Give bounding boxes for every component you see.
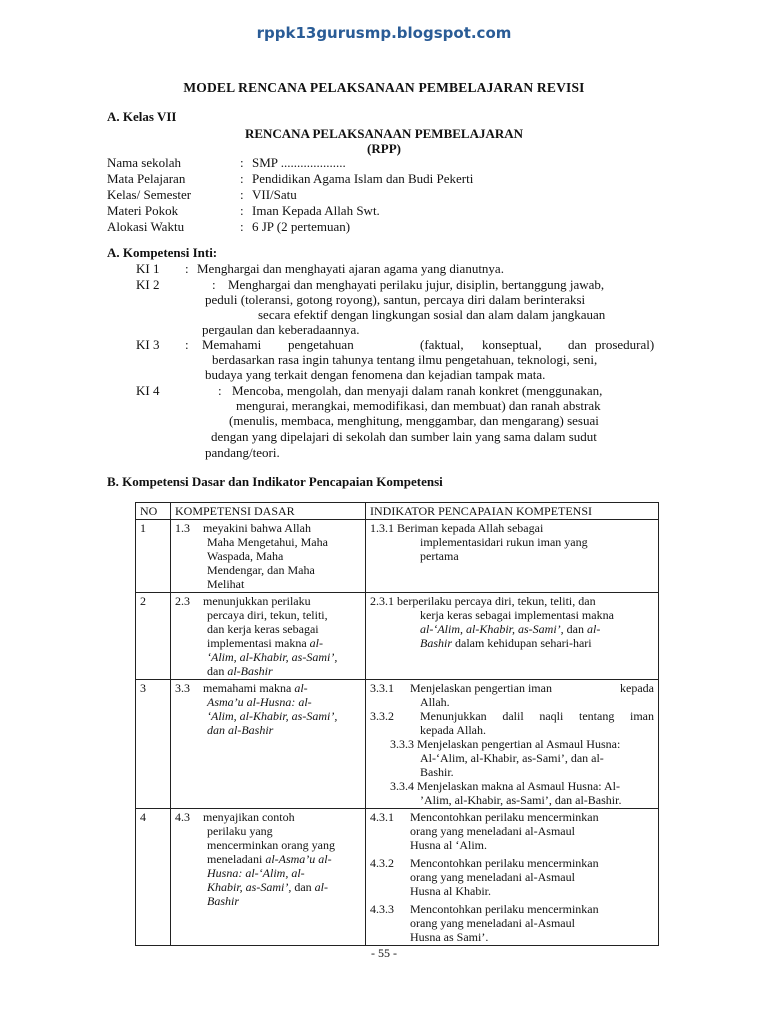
identity-value: SMP .................... xyxy=(252,155,346,170)
table-header-row xyxy=(136,503,659,520)
ki3-label: KI 3 xyxy=(136,337,160,352)
row-number: 4 xyxy=(136,809,171,946)
indicator-cell: 4.3.1 Mencontohkan perilaku mencerminkan orang yang meneladani al-Asmaul Husna al ‘Alim. 4.3.2 Mencontohkan perilaku mencerminkan orang yang meneladani al-Asmaul Husna al Khabir. 4.3.3 Mencontohkan perilaku mencerminkan orang yang meneladani al-Asmaul Husna as Sami’. xyxy=(366,809,659,946)
rpp-abbreviation: (RPP) xyxy=(367,141,401,156)
document-page: rppk13gurusmp.blogspot.com MODEL RENCANA PELAKSANAAN PEMBELAJARAN REVISI A. Kelas VII RENCANA PELAKSANAAN PEMBELAJARAN (RPP) Nama sekolah : SMP .................... Mata Pelajaran : Pendidikan Agama Islam dan Budi Pekerti Kelas/ Semester : VII/Satu Materi Pokok : Iman Kepada Allah Swt. Alokasi Waktu : 6 JP (2 pertemuan) A. Kompetensi Inti: KI 1 : Menghargai dan menghayati ajaran agama yang dianutnya. KI 2 : Menghargai dan menghayati perilaku jujur, disiplin, bertanggung jawab, peduli (toleransi, gotong royong), santun, percaya diri dalam berinteraksi secara efektif dengan lingkungan sosial dan alam dalam jangkauan pergaulan dan keberadaannya. KI 3 : Memahami pengetahuan (faktual, konseptual, dan prosedural) berdasarkan rasa ingin tahunya tentang ilmu pengetahuan, teknologi, seni, budaya yang terkait dengan fenomena dan kejadian tampak mata. KI 4 : Mencoba, mengolah, dan menyaji dalam ranah konkret (menggunakan, mengurai, merangkai, memodifikasi, dan membuat) dan ranah abstrak (menulis, membaca, menghitung, menggambar, dan mengarang) sesuai dengan yang dipelajari di sekolah dan sumber lain yang sama dalam sudut pandang/teori. B. Kompetensi Dasar dan Indikator Pencapaian Kompetensi NO KOMPETENSI DASAR INDIKATOR PENCAPAIAN KOMPETENSI 1 1.3 meyakini bahwa Allah Maha Mengetahui, Maha Waspada, Maha Mendengar, dan Maha Melihat 1.3.1 Beriman kepada Allah sebagai implementasidari rukun iman yang pertama 2 2.3 menunjukkan perilaku percaya diri, tekun, teliti, dan kerja keras sebagai implementasi makna al- ‘Alim, al-Khabir, as-Sami’, dan al-Bashir 2.3.1 berperilaku percaya diri, tekun, teliti, dan kerja keras sebagai implementasi makna al-‘Alim, al-Khabir, as-Sami’, dan al- Bashir dalam kehidupan sehari-hari 3 3.3 memahami makna al- Asma’u al-Husna: al- ‘Alim, al-Khabir, as-Sami’, dan al-Bashir 3.3.1 Menjelaskan pengertian iman kepada Allah. 3.3.2 Menunjukkan dalil naqli tentang iman kepada Allah. 3.3.3 Menjelaskan pengertian al Asmaul Husna: Al-‘Alim, al-Khabir, as-Sami’, dan al- Bashir. 3.3.4 Menjelaskan makna al Asmaul Husna: Al- ’Alim, al-Khabir, as-Sami’, dan al-Bashir. 4 4.3 menyajikan contoh perilaku yang mencerminkan orang yang meneladani al-Asma’u al- Husna: al-‘Alim, al- Khabir, as-Sami’, dan al- Bashir 4.3.1 Mencontohkan perilaku mencerminkan orang yang meneladani al-Asmaul Husna al ‘Alim. 4.3.2 Mencontohkan perilaku mencerminkan orang yang meneladani al-Asmaul Husna al Khabir. 4.3.3 Mencontohkan perilaku mencerminkan orang yang meneladani al-Asmaul Husna as Sami’. - 55 - xyxy=(0,0,768,1024)
ki3-text-line: berdasarkan rasa ingin tahunya tentang ilmu pengetahuan, teknologi, seni, xyxy=(212,352,598,367)
kd-cell: 1.3 meyakini bahwa Allah Maha Mengetahui, Maha Waspada, Maha Mendengar, dan Maha Melihat xyxy=(171,520,366,593)
indicator-cell: 2.3.1 berperilaku percaya diri, tekun, teliti, dan kerja keras sebagai implementasi makna al-‘Alim, al-Khabir, as-Sami’, dan al- Bashir dalam kehidupan sehari-hari xyxy=(366,593,659,680)
ki4-label: KI 4 xyxy=(136,383,160,398)
identity-value: Iman Kepada Allah Swt. xyxy=(252,203,380,218)
indicator-cell: 1.3.1 Beriman kepada Allah sebagai implementasidari rukun iman yang pertama xyxy=(366,520,659,593)
identity-row: Alokasi Waktu : 6 JP (2 pertemuan) xyxy=(107,219,351,234)
identity-value: VII/Satu xyxy=(252,187,297,202)
ki2-text-line: Menghargai dan menghayati perilaku jujur, disiplin, bertanggung jawab, xyxy=(228,277,605,292)
identity-row: Mata Pelajaran : Pendidikan Agama Islam dan Budi Pekerti xyxy=(107,171,474,186)
table-row xyxy=(136,809,659,946)
ki4-text-line: dengan yang dipelajari di sekolah dan sumber lain yang sama dalam sudut xyxy=(211,429,597,444)
identity-label: Mata Pelajaran xyxy=(107,171,186,186)
ki4-text-line: (menulis, membaca, menghitung, menggambar, dan mengarang) sesuai xyxy=(229,413,599,428)
ki1-text: Menghargai dan menghayati ajaran agama yang dianutnya. xyxy=(197,261,504,276)
ki2-label: KI 2 xyxy=(136,277,160,292)
identity-value: 6 JP (2 pertemuan) xyxy=(252,219,351,234)
kd-heading: B. Kompetensi Dasar dan Indikator Pencapaian Kompetensi xyxy=(107,474,443,489)
rpp-title: RENCANA PELAKSANAAN PEMBELAJARAN xyxy=(244,126,524,141)
identity-row: Nama sekolah : SMP .................... xyxy=(107,155,346,170)
ki4-text-line: mengurai, merangkai, memodifikasi, dan membuat) dan ranah abstrak xyxy=(236,398,601,413)
row-number: 3 xyxy=(136,680,171,809)
indicator-cell: 3.3.1 Menjelaskan pengertian iman kepada Allah. 3.3.2 Menunjukkan dalil naqli tentang iman kepada Allah. 3.3.3 Menjelaskan pengertian al Asmaul Husna: Al-‘Alim, al-Khabir, as-Sami’, dan al- Bashir. 3.3.4 Menjelaskan makna al Asmaul Husna: Al- ’Alim, al-Khabir, as-Sami’, dan al-Bashir. xyxy=(366,680,659,809)
column-header-no: NO xyxy=(136,503,171,520)
ki3-text-line: budaya yang terkait dengan fenomena dan kejadian tampak mata. xyxy=(205,367,546,382)
ki2-text-line: pergaulan dan keberadaannya. xyxy=(202,322,360,337)
identity-label: Nama sekolah xyxy=(107,155,182,170)
ki2-text-line: secara efektif dengan lingkungan sosial dan alam dalam jangkauan xyxy=(258,307,606,322)
identity-label: Alokasi Waktu xyxy=(107,219,185,234)
blog-site-header[interactable]: rppk13gurusmp.blogspot.com xyxy=(256,24,512,42)
ki1-label: KI 1 xyxy=(136,261,160,276)
ki2-text-line: peduli (toleransi, gotong royong), santun, percaya diri dalam berinteraksi xyxy=(205,292,586,307)
identity-row: Kelas/ Semester : VII/Satu xyxy=(107,187,297,202)
identity-label: Materi Pokok xyxy=(107,203,179,218)
ki-heading: A. Kompetensi Inti: xyxy=(107,245,218,260)
kd-cell: 3.3 memahami makna al- Asma’u al-Husna: al- ‘Alim, al-Khabir, as-Sami’, dan al-Bashir xyxy=(171,680,366,809)
kd-indicator-table xyxy=(135,502,659,946)
identity-block xyxy=(107,155,473,235)
kd-cell: 4.3 menyajikan contoh perilaku yang mencerminkan orang yang meneladani al-Asma’u al- Husna: al-‘Alim, al- Khabir, as-Sami’, dan al- Bashir xyxy=(171,809,366,946)
column-header-indicator: INDIKATOR PENCAPAIAN KOMPETENSI xyxy=(366,503,659,520)
document-title: MODEL RENCANA PELAKSANAAN PEMBELAJARAN REVISI xyxy=(183,80,585,95)
table-row xyxy=(136,680,659,809)
page-number: - 55 - xyxy=(371,946,397,960)
identity-row: Materi Pokok : Iman Kepada Allah Swt. xyxy=(107,203,380,218)
identity-value: Pendidikan Agama Islam dan Budi Pekerti xyxy=(252,171,474,186)
row-number: 1 xyxy=(136,520,171,593)
kd-cell: 2.3 menunjukkan perilaku percaya diri, tekun, teliti, dan kerja keras sebagai implementasi makna al- ‘Alim, al-Khabir, as-Sami’, dan al-Bashir xyxy=(171,593,366,680)
row-number: 2 xyxy=(136,593,171,680)
ki4-text-line: Mencoba, mengolah, dan menyaji dalam ranah konkret (menggunakan, xyxy=(232,383,603,398)
column-header-kd: KOMPETENSI DASAR xyxy=(171,503,366,520)
table-row xyxy=(136,593,659,680)
ki4-text-line: pandang/teori. xyxy=(205,445,280,460)
section-kelas-heading: A. Kelas VII xyxy=(107,109,177,124)
table-row xyxy=(136,520,659,593)
identity-label: Kelas/ Semester xyxy=(107,187,192,202)
